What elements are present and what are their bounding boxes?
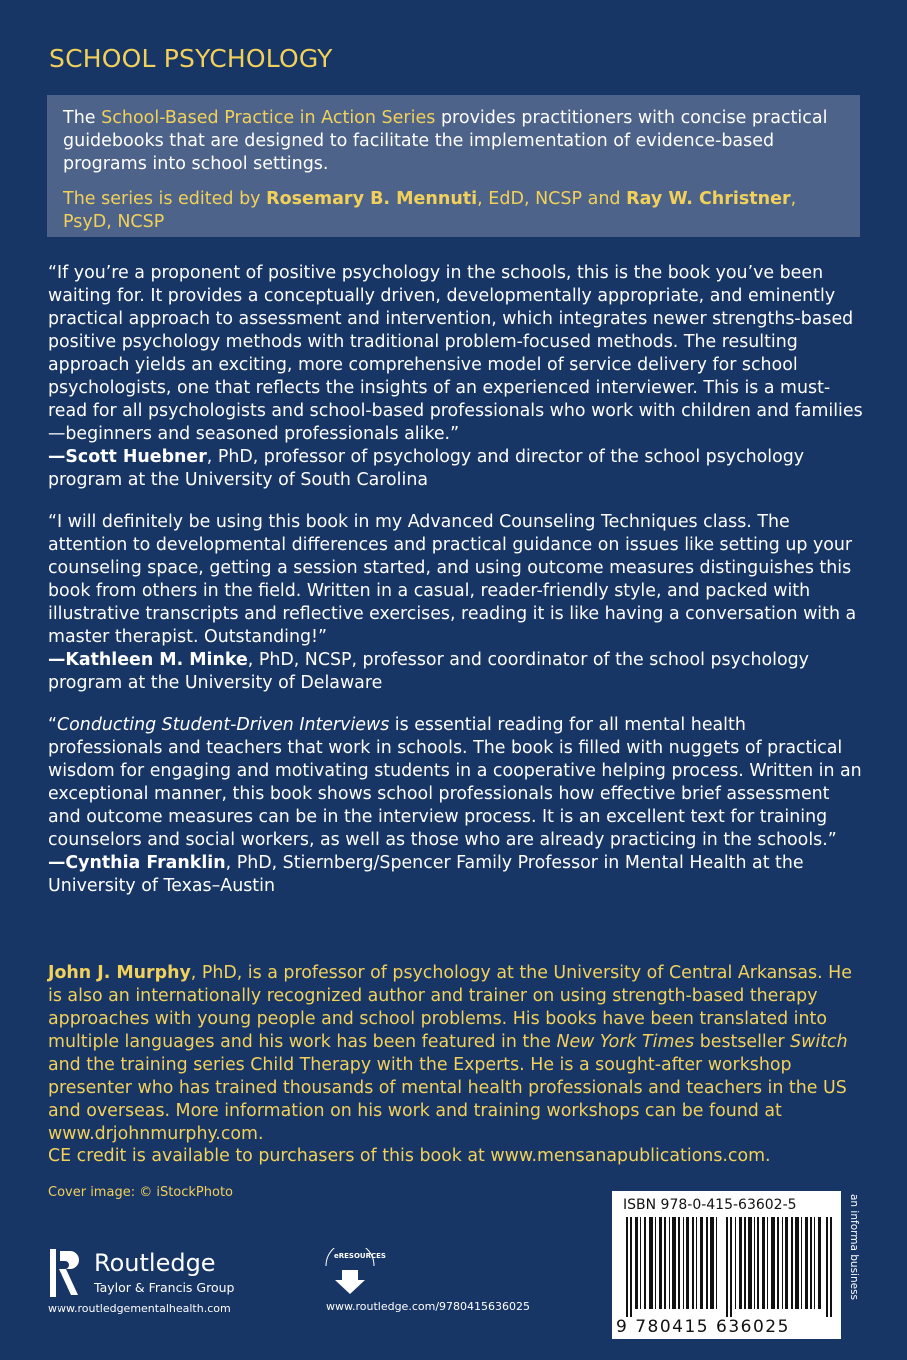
eresources-label: eRESOURCES [334, 1252, 386, 1260]
routledge-r-icon [48, 1245, 88, 1301]
series-info-box [47, 95, 860, 237]
endorsement-quote [48, 262, 863, 492]
author-name: John J. Murphy [48, 963, 191, 983]
isbn-barcode [612, 1191, 841, 1339]
eresources-url[interactable]: www.routledge.com/9780415636025 [326, 1300, 531, 1313]
quote-attribution: —Scott Huebner, PhD, professor of psychology and director of the school psychology program at the University of South Carolina [48, 447, 805, 490]
series-description: The School-Based Practice in Action Series provides practitioners with concise practical guidebooks that are designed to facilitate the implementation of evidence-based programs into school settings. [63, 108, 828, 174]
routledge-logo [48, 1245, 288, 1330]
isbn-label: ISBN 978-0-415-63602-5 [623, 1197, 797, 1213]
editor-name: Ray W. Christner [626, 189, 791, 209]
barcode-digits: 9 780415 636025 [616, 1317, 790, 1337]
author-bio: John J. Murphy, PhD, is a professor of psychology at the University of Central Arkansas. He is also an internationally recognized author and trainer on using strength-based therapy approaches with young people and school problems. His books have been translated into multiple languages and his work has been featured in the New York Times bestseller Switch and the training series Child Therapy with the Experts. He is a sought-after workshop presenter who has trained thousands of mental health professionals and teachers in the US and overseas. More information on his work and training workshops can be found at www.drjohnmurphy.com. [48, 963, 852, 1144]
eresources-block [320, 1248, 570, 1328]
ce-credit-note: CE credit is available to purchasers of this book at www.mensanapublications.com. [48, 1146, 771, 1166]
category-label: SCHOOL PSYCHOLOGY [49, 44, 333, 73]
book-title: Conducting Student-Driven Interviews [57, 715, 390, 735]
publisher-vertical-label: ROUTLEDGE [55, 1273, 62, 1311]
quote-text: “If you’re a proponent of positive psychology in the schools, this is the book you’ve been waiting for. It provides a conceptually driven, developmentally appropriate, and eminently practical approach to assessment and intervention, which integrates newer strengths-based positive psychology methods with traditional problem-focused methods. The resulting approach yields an exciting, more comprehensive model of service delivery for school psychologists, one that reflects the insights of an experienced interviewer. This is a must-read for all psychologists and school-based professionals who work with children and families—beginners and seasoned professionals alike.” [48, 263, 863, 444]
quote-attribution: —Kathleen M. Minke, PhD, NCSP, professor and coordinator of the school psychology program at the University of Delaware [48, 650, 809, 693]
endorsement-quote [48, 714, 863, 898]
publisher-url[interactable]: www.routledgementalhealth.com [48, 1302, 231, 1315]
barcode-icon [626, 1217, 835, 1317]
publisher-group: Taylor & Francis Group [94, 1280, 235, 1295]
series-name: School-Based Practice in Action Series [101, 108, 436, 128]
quote-text: “Conducting Student-Driven Interviews is essential reading for all mental health professionals and teachers that work in schools. The book is filled with nuggets of practical wisdom for engaging and motivating students in a cooperative helping process. Written in an exceptional manner, this book shows school professionals how effective brief assessment and outcome measures can be in the interview process. It is an excellent text for training counselors and social workers, as well as those who are already practicing in the schools.” [48, 715, 862, 850]
publisher-name: Routledge [94, 1249, 216, 1277]
editor-name: Rosemary B. Mennuti [266, 189, 478, 209]
informa-tag: an informa business [848, 1194, 860, 1301]
series-editors: The series is edited by Rosemary B. Mennuti, EdD, NCSP and Ray W. Christner, PsyD, NCSP [63, 189, 797, 232]
cover-image-credit: Cover image: © iStockPhoto [48, 1185, 234, 1200]
endorsement-quote [48, 511, 863, 695]
quote-attribution: —Cynthia Franklin, PhD, Stiernberg/Spencer Family Professor in Mental Health at the University of Texas–Austin [48, 853, 804, 896]
quote-text: “I will definitely be using this book in my Advanced Counseling Techniques class. The attention to developmental differences and practical guidance on issues like setting up your counseling space, getting a session started, and using outcome measures distinguishes this book from others in the field. Written in a casual, reader-friendly style, and packed with illustrative transcripts and reflective exercises, reading it is like having a conversation with a master therapist. Outstanding!” [48, 512, 857, 647]
